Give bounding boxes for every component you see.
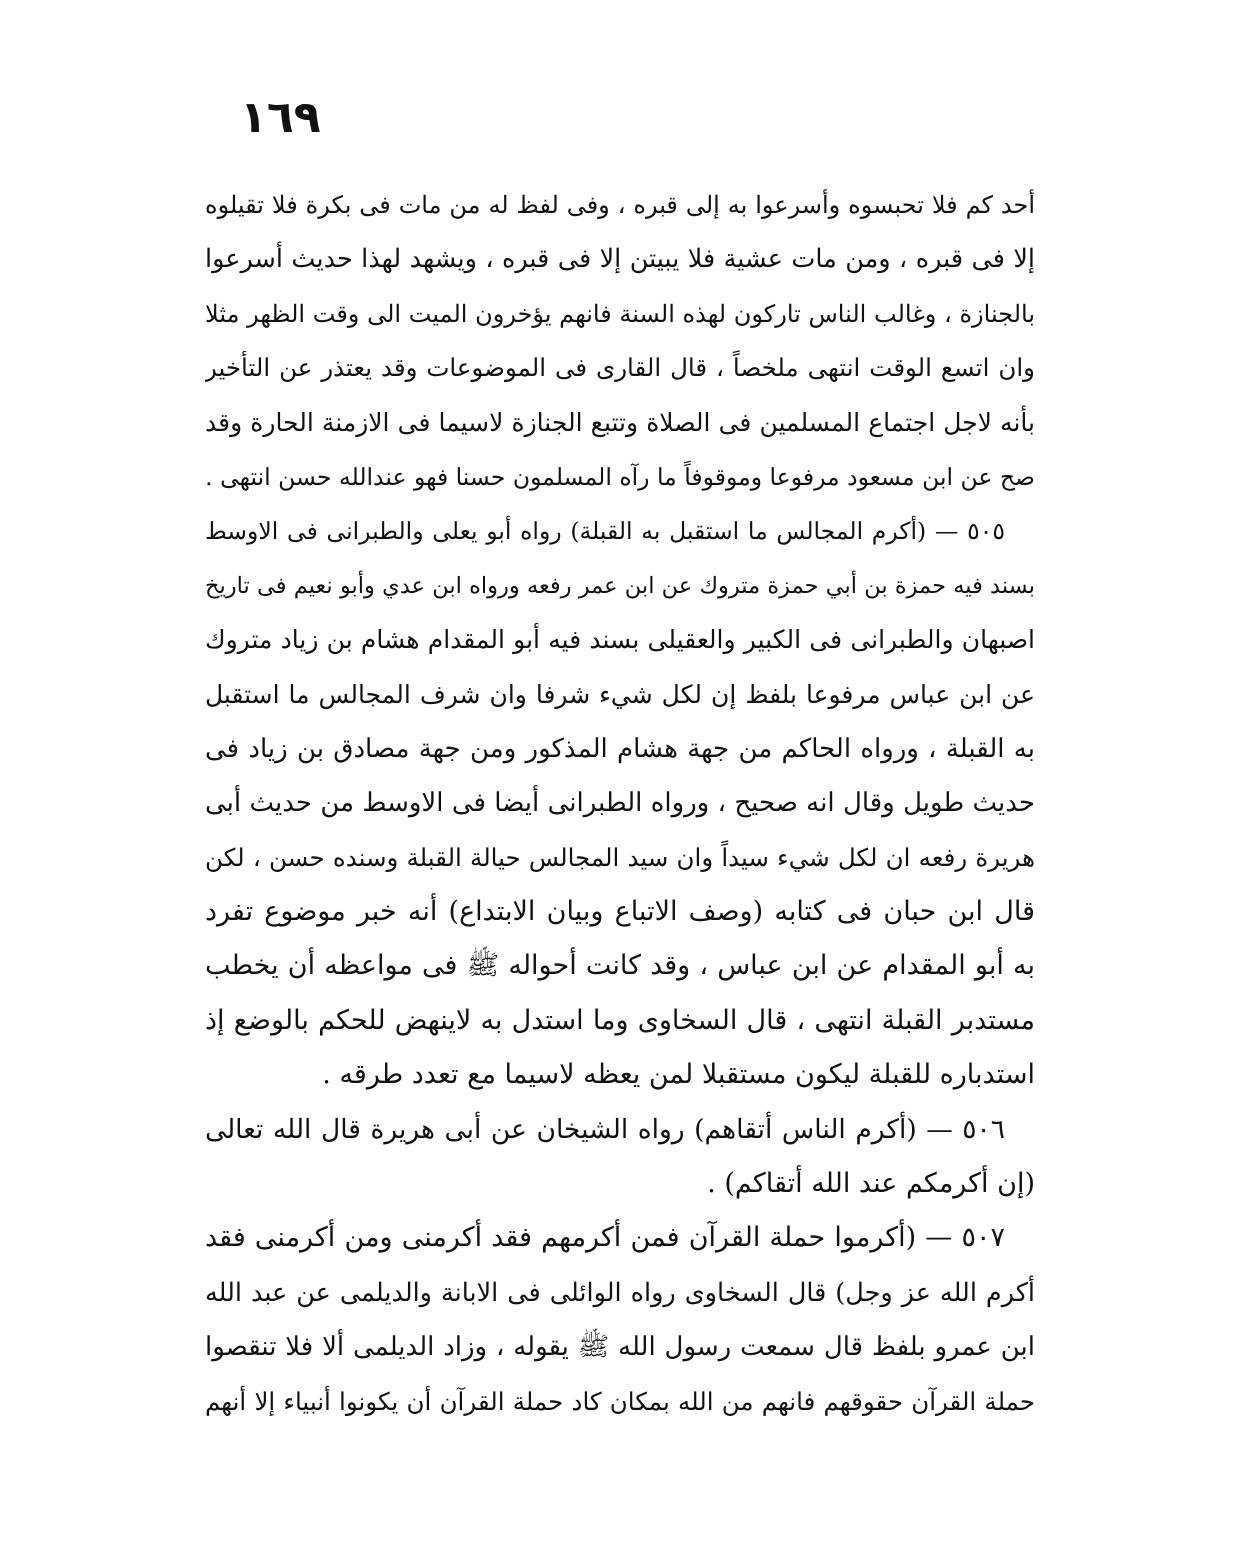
page-number: ١٦٩ — [240, 92, 321, 143]
text-line: عن ابن عباس مرفوعا بلفظ إن لكل شيء شرفا وان شرف المجالس ما استقبل — [205, 679, 1035, 709]
text-line: إلا فى قبره ، ومن مات عشية فلا يبيتن إلا فى قبره ، ويشهد لهذا حديث أسرعوا — [205, 244, 1035, 275]
text-line: وان اتسع الوقت انتهى ملخصاً ، قال القارى فى الموضوعات وقد يعتذر عن التأخير — [205, 353, 1035, 383]
text-line: ٥٠٧ — (أكرموا حملة القرآن فمن أكرمهم فقد أكرمنى ومن أكرمنى فقد — [205, 1222, 1005, 1254]
text-line: به أبو المقدام عن ابن عباس ، وقد كانت أحواله ﷺ فى مواعظه أن يخطب — [205, 950, 1035, 982]
text-line: بسند فيه حمزة بن أبي حمزة متروك عن ابن عمر رفعه ورواه ابن عدي وأبو نعيم فى تاريخ — [205, 572, 1035, 599]
body-text — [205, 178, 1035, 1429]
text-line: أكرم الله عز وجل) قال السخاوى رواه الوائلى فى الابانة والديلمى عن عبد الله — [205, 1277, 1035, 1308]
text-line: ٥٠٥ — (أكرم المجالس ما استقبل به القبلة) رواه أبو يعلى والطبرانى فى الاوسط — [205, 517, 1005, 546]
text-line: استدباره للقبلة ليكون مستقبلا لمن يعظه لاسيما مع تعدد طرقه . — [322, 1059, 1035, 1091]
text-line: ٥٠٦ — (أكرم الناس أتقاهم) رواه الشيخان عن أبى هريرة قال الله تعالى — [205, 1113, 1005, 1145]
text-line: به القبلة ، ورواه الحاكم من جهة هشام المذكور ومن جهة مصادق بن زياد فى — [205, 733, 1035, 764]
text-line: (إن أكرمكم عند الله أتقاكم) . — [707, 1168, 1035, 1200]
text-line: حملة القرآن حقوقهم فانهم من الله بمكان كاد حملة القرآن أن يكونوا أنبياء إلا أنهم — [205, 1386, 1035, 1416]
text-line: أحد كم فلا تحبسوه وأسرعوا به إلى قبره ، وفى لفظ له من مات فى بكرة فلا تقيلوه — [205, 191, 1035, 219]
text-line: صح عن ابن مسعود مرفوعا وموقوفاً ما رآه المسلمون حسنا فهو عندالله حسن انتهى . — [205, 462, 1035, 491]
text-line: حديث طويل وقال انه صحيح ، ورواه الطبرانى أيضا فى الاوسط من حديث أبى — [205, 788, 1035, 819]
text-line: ابن عمرو بلفظ قال سمعت رسول الله ﷺ يقوله ، وزاد الديلمى ألا فلا تنقصوا — [205, 1332, 1035, 1363]
text-line: اصبهان والطبرانى فى الكبير والعقيلى بسند فيه أبو المقدام هشام بن زياد متروك — [205, 625, 1035, 655]
text-line: بالجنازة ، وغالب الناس تاركون لهذه السنة فانهم يؤخرون الميت الى وقت الظهر مثلا — [205, 299, 1035, 328]
text-line: هريرة رفعه ان لكل شيء سيداً وان سيد المجالس حيالة القبلة وسنده حسن ، لكن — [205, 842, 1035, 872]
text-line: بأنه لاجل اجتماع المسلمين فى الصلاة وتتبع الجنازة لاسيما فى الازمنة الحارة وقد — [205, 407, 1035, 437]
text-line: قال ابن حبان فى كتابه (وصف الاتباع وبيان الابتداع) أنه خبر موضوع تفرد — [205, 896, 1035, 928]
text-line: مستدبر القبلة انتهى ، قال السخاوى وما استدل به لاينهض للحكم بالوضع إذ — [205, 1004, 1035, 1036]
